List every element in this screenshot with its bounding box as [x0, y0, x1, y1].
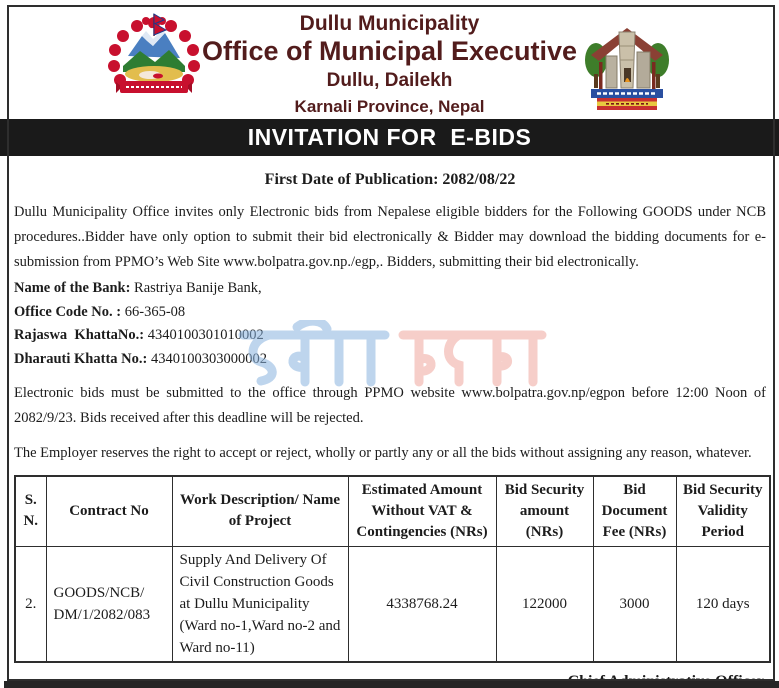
invitation-banner	[0, 119, 779, 156]
rajaswa-khatta-label: Rajaswa KhattaNo.:	[14, 327, 145, 343]
rajaswa-khatta-line	[14, 324, 766, 348]
office-code-value: 66-365-08	[121, 303, 186, 320]
document-header	[0, 0, 779, 119]
header-sn: S. N.	[15, 476, 46, 546]
cell-validity-period: 120 days	[676, 546, 770, 662]
office-code-line	[14, 301, 766, 325]
header-validity-period: Bid Security Validity Period	[676, 476, 770, 546]
municipality-name: Dullu Municipality	[299, 12, 480, 35]
bank-details	[14, 277, 766, 371]
dharauti-khatta-line	[14, 348, 766, 372]
nepal-coat-of-arms-icon	[106, 12, 203, 106]
bank-name-line	[14, 277, 766, 301]
rights-paragraph: The Employer reserves the right to accept or reject, wholly or partly any or all the bids without assigning any reason, whatever.	[14, 445, 752, 461]
dharauti-khatta-value: 4340100303000002	[147, 350, 267, 367]
header-bid-security-amount: Bid Security amount (NRs)	[496, 476, 593, 546]
bank-name-label: Name of the Bank:	[14, 280, 131, 296]
cell-bid-security-amount: 122000	[496, 546, 593, 662]
header-bid-document-fee: Bid Document Fee (NRs)	[593, 476, 676, 546]
bank-name-value: Rastriya Banije Bank,	[130, 280, 262, 296]
header-estimated-amount: Estimated Amount Without VAT & Contingencies (NRs)	[348, 476, 496, 546]
dharauti-khatta-label: Dharauti Khatta No.:	[14, 350, 148, 367]
bottom-border-bar	[4, 681, 779, 688]
cell-bid-document-fee: 3000	[593, 546, 676, 662]
office-name: Office of Municipal Executive	[201, 36, 578, 66]
rajaswa-khatta-value: 4340100301010002	[144, 327, 264, 343]
header-contract-no: Contract No	[46, 476, 172, 546]
dullu-municipality-seal-icon	[584, 22, 670, 115]
intro-paragraph: Dullu Municipality Office invites only Electronic bids from Nepalese eligible bidders for the Following GOODS under NCB procedures..Bidder have only option to submit their bid electronically & Bidder may download the bidding documents for e-submission from PPMO’s Web Site www.bolpatra.gov.np./egp,. Bidders, submitting their bid electronically.	[14, 204, 766, 270]
header-work-description: Work Description/ Name of Project	[172, 476, 348, 546]
district-line: Dullu, Dailekh	[326, 70, 453, 91]
publication-date-line: First Date of Publication: 2082/08/22	[264, 171, 516, 188]
submission-paragraph: Electronic bids must be submitted to the office through PPMO website www.bolpatra.gov.np/egpon before 12:00 Noon of 2082/9/23. Bids received after this deadline will be rejected.	[14, 385, 766, 426]
cell-contract-no: GOODS/NCB/ DM/1/2082/083	[46, 546, 172, 662]
document-body	[0, 169, 779, 688]
province-line: Karnali Province, Nepal	[294, 97, 485, 116]
cell-estimated-amount: 4338768.24	[348, 546, 496, 662]
bid-table-row	[15, 546, 770, 662]
bid-table	[14, 475, 771, 663]
cell-work-description: Supply And Delivery Of Civil Construction Goods at Dullu Municipality (Ward no-1,Ward no-2 and Ward no-11)	[172, 546, 348, 662]
cell-sn: 2.	[15, 546, 46, 662]
office-code-label: Office Code No. :	[14, 303, 122, 320]
bid-table-header-row	[15, 476, 770, 546]
invitation-banner-title: INVITATION FOR E-BIDS	[247, 124, 532, 150]
